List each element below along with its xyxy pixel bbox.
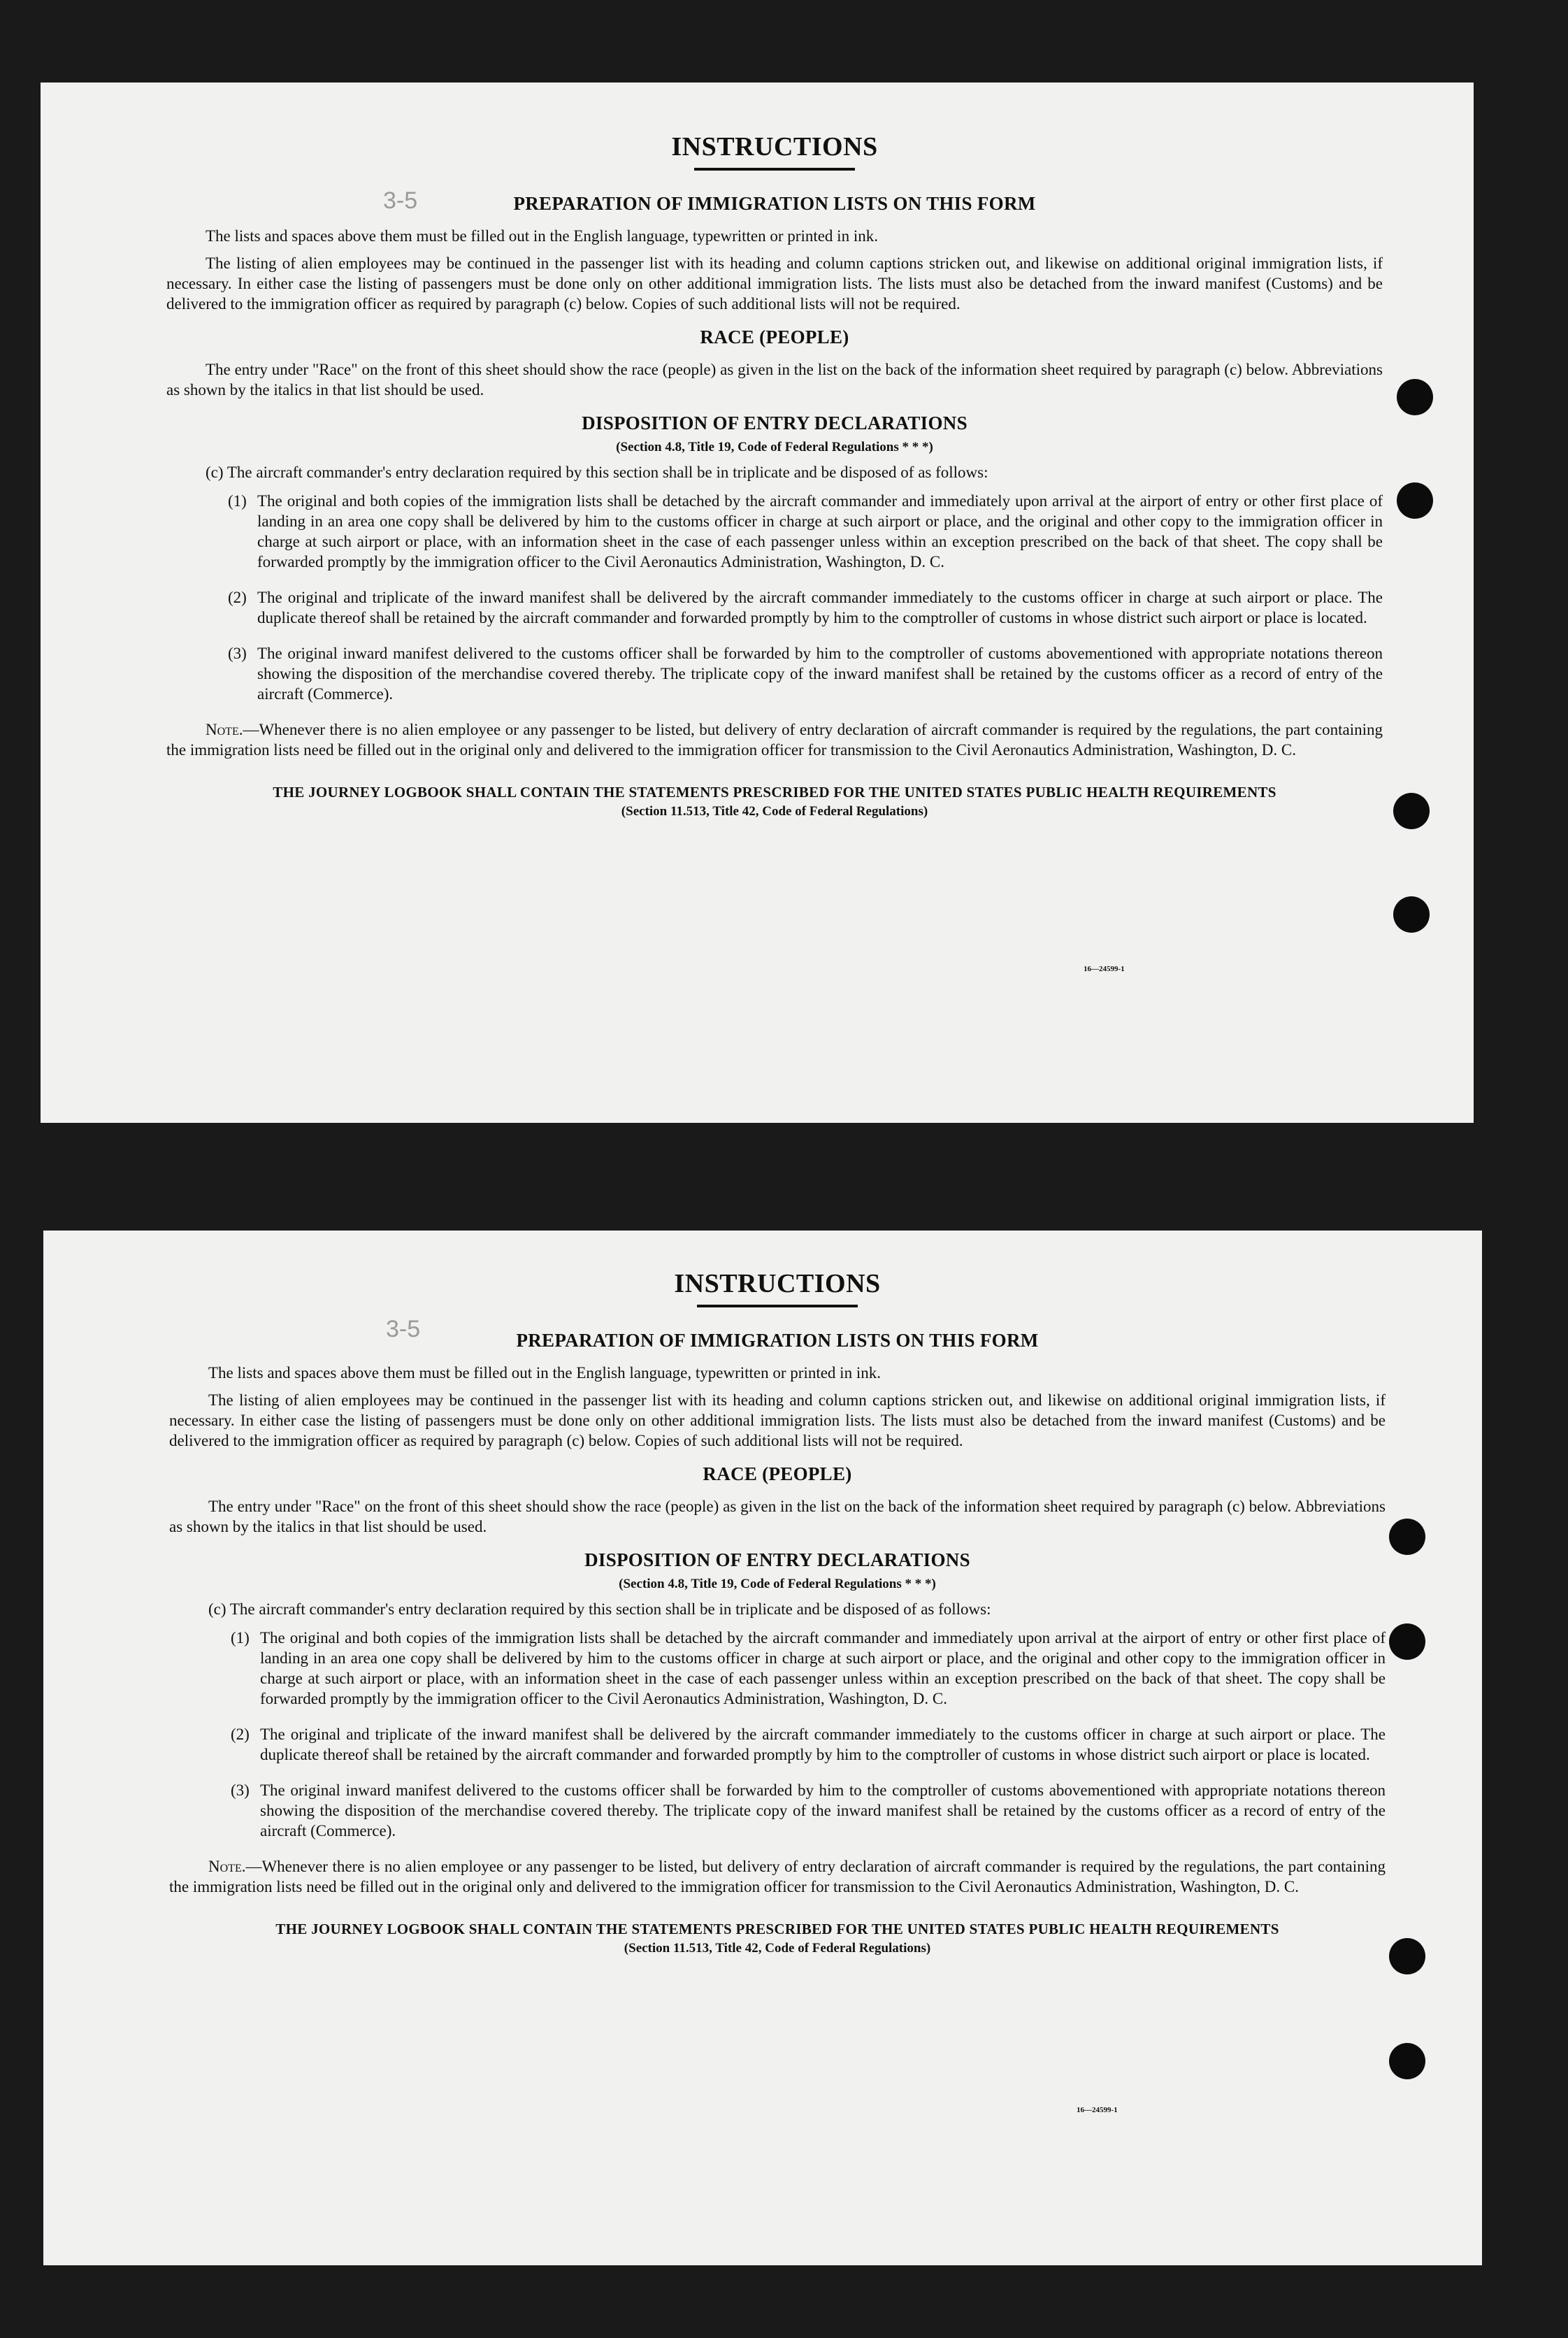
prep-paragraph-1: The lists and spaces above them must be filled out in the English language, typewritten or printed in ink. [206,227,878,245]
page-title: INSTRUCTIONS [671,132,878,162]
prep-heading: PREPARATION OF IMMIGRATION LISTS ON THIS FORM [516,1330,1039,1351]
sheet-body [166,131,1383,819]
item-text: The original and triplicate of the inward manifest shall be delivered by the aircraft commander immediately to the customs officer in charge at such airport or place. The duplicate thereof shall be retained by the aircraft commander and forwarded promptly by him to the comptroller of customs in whose district such airport or place is located. [260,1726,1386,1763]
item-number: (2) [228,589,247,606]
punch-hole [1397,379,1433,415]
disposition-item-1 [194,491,1383,572]
punch-hole [1389,1519,1425,1555]
prep-paragraph-2: The listing of alien employees may be continued in the passenger list with its heading and column captions stricken out, and likewise on additional original immigration lists, if necessary. In either case the listing of passengers must be done only on other additional immigration lists. The lists must also be detached from the inward manifest (Customs) and be delivered to the immigration officer as required by paragraph (c) below. Copies of such additional lists will not be required. [169,1391,1386,1449]
note-paragraph [169,1856,1386,1897]
item-text: The original and both copies of the immigration lists shall be detached by the aircraft commander and immediately upon arrival at the airport of entry or other first place of landing in an area one copy shall be delivered by him to the customs officer in charge at such airport or place, and the original and other copy to the immigration officer in charge at such airport or place, with an information sheet in the case of each passenger unless within an exception prescribed on the back of that sheet. The copy shall be forwarded promptly by the immigration officer to the Civil Aeronautics Administration, Washington, D. C. [260,1629,1386,1707]
note-text: —Whenever there is no alien employee or any passenger to be listed, but delivery of entry declaration of aircraft commander is required by the regulations, the part containing the immigration lists need be filled out in the original only and delivered to the immigration officer for transmission to the Civil Aeronautics Administration, Washington, D. C. [169,1858,1386,1895]
prep-paragraph-1: The lists and spaces above them must be filled out in the English language, typewritten or printed in ink. [208,1364,881,1382]
pencil-mark: 3-5 [386,1316,421,1342]
item-number: (1) [231,1629,250,1647]
disposition-citation: (Section 4.8, Title 19, Code of Federal Regulations * * *) [616,440,933,454]
punch-hole [1393,793,1430,829]
item-number: (2) [231,1726,250,1743]
race-heading: RACE (PEOPLE) [703,1463,852,1484]
item-text: The original inward manifest delivered to the customs officer shall be forwarded by him to the comptroller of customs abovementioned with appropriate notations thereon showing the disposition of the merchandise covered thereby. The triplicate copy of the inward manifest shall be retained by the customs officer as a record of entry of the aircraft (Commerce). [257,645,1383,703]
form-number: 16—24599-1 [1077,2106,1118,2114]
disposition-item-1 [197,1628,1386,1709]
race-paragraph: The entry under "Race" on the front of this sheet should show the race (people) as given in the list on the back of the information sheet required by paragraph (c) below. Abbreviations as shown by the italics in that list should be used. [169,1498,1386,1535]
title-underline [694,168,855,171]
item-text: The original and both copies of the immigration lists shall be detached by the aircraft commander and immediately upon arrival at the airport of entry or other first place of landing in an area one copy shall be delivered by him to the customs officer in charge at such airport or place, and the original and other copy to the immigration officer in charge at such airport or place, with an information sheet in the case of each passenger unless within an exception prescribed on the back of that sheet. The copy shall be forwarded promptly by the immigration officer to the Civil Aeronautics Administration, Washington, D. C. [257,492,1383,571]
disposition-item-3 [197,1780,1386,1841]
disposition-citation: (Section 4.8, Title 19, Code of Federal Regulations * * *) [619,1577,936,1591]
punch-hole [1389,1623,1425,1660]
prep-paragraph-2: The listing of alien employees may be continued in the passenger list with its heading and column captions stricken out, and likewise on additional original immigration lists, if necessary. In either case the listing of passengers must be done only on other additional immigration lists. The lists must also be detached from the inward manifest (Customs) and be delivered to the immigration officer as required by paragraph (c) below. Copies of such additional lists will not be required. [166,254,1383,313]
disposition-item-2 [197,1724,1386,1765]
disposition-item-2 [194,587,1383,628]
note-label: Note. [206,721,243,738]
form-number: 16—24599-1 [1084,965,1125,973]
sheet-body [169,1268,1386,1956]
punch-hole [1393,896,1430,933]
closing-citation: (Section 11.513, Title 42, Code of Federal Regulations) [621,804,928,819]
note-label: Note. [208,1858,246,1875]
race-paragraph: The entry under "Race" on the front of this sheet should show the race (people) as given in the list on the back of the information sheet required by paragraph (c) below. Abbreviations as shown by the italics in that list should be used. [166,361,1383,399]
disposition-heading: DISPOSITION OF ENTRY DECLARATIONS [584,1549,970,1570]
item-text: The original and triplicate of the inward manifest shall be delivered by the aircraft commander immediately to the customs officer in charge at such airport or place. The duplicate thereof shall be retained by the aircraft commander and forwarded promptly by him to the comptroller of customs in whose district such airport or place is located. [257,589,1383,626]
disposition-intro: (c) The aircraft commander's entry declaration required by this section shall be in triplicate and be disposed of as follows: [206,464,988,481]
page-title: INSTRUCTIONS [674,1269,881,1298]
closing-citation: (Section 11.513, Title 42, Code of Federal Regulations) [624,1941,931,1956]
punch-hole [1389,1938,1425,1974]
note-paragraph [166,719,1383,760]
punch-hole [1389,2043,1425,2079]
instructions-sheet-bottom [43,1231,1482,2265]
title-underline [697,1305,858,1307]
closing-statement: THE JOURNEY LOGBOOK SHALL CONTAIN THE STATEMENTS PRESCRIBED FOR THE UNITED STATES PUBLIC HEALTH REQUIREMENTS [273,784,1276,801]
item-number: (3) [228,645,247,662]
disposition-intro: (c) The aircraft commander's entry declaration required by this section shall be in triplicate and be disposed of as follows: [208,1600,991,1618]
item-number: (1) [228,492,247,510]
item-number: (3) [231,1781,250,1799]
punch-hole [1397,482,1433,519]
disposition-heading: DISPOSITION OF ENTRY DECLARATIONS [582,413,968,433]
item-text: The original inward manifest delivered to the customs officer shall be forwarded by him to the comptroller of customs abovementioned with appropriate notations thereon showing the disposition of the merchandise covered thereby. The triplicate copy of the inward manifest shall be retained by the customs officer as a record of entry of the aircraft (Commerce). [260,1781,1386,1839]
pencil-mark: 3-5 [383,187,418,214]
disposition-item-3 [194,643,1383,704]
prep-heading: PREPARATION OF IMMIGRATION LISTS ON THIS FORM [513,193,1036,214]
closing-statement: THE JOURNEY LOGBOOK SHALL CONTAIN THE STATEMENTS PRESCRIBED FOR THE UNITED STATES PUBLIC HEALTH REQUIREMENTS [275,1921,1279,1937]
instructions-sheet-top [41,83,1474,1123]
note-text: —Whenever there is no alien employee or any passenger to be listed, but delivery of entry declaration of aircraft commander is required by the regulations, the part containing the immigration lists need be filled out in the original only and delivered to the immigration officer for transmission to the Civil Aeronautics Administration, Washington, D. C. [166,721,1383,759]
race-heading: RACE (PEOPLE) [700,327,849,347]
